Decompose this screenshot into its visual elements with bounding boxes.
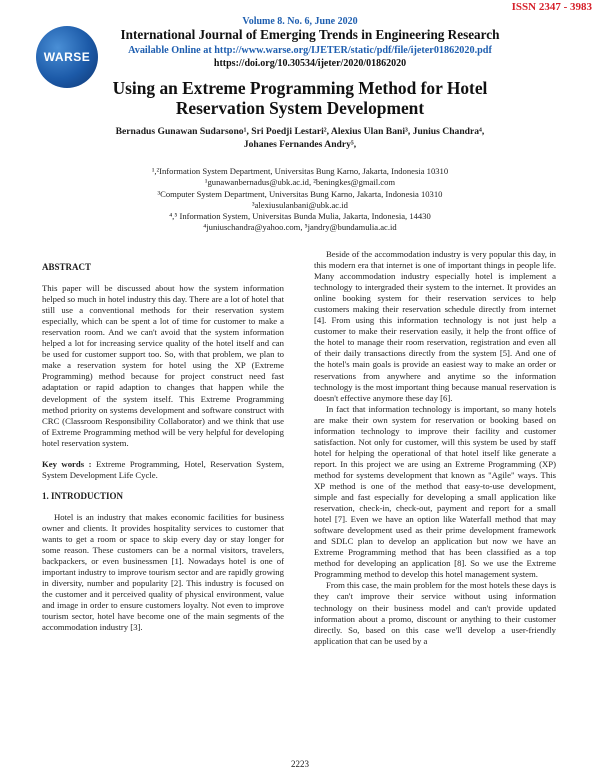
affiliation-line: ⁴,⁵ Information System, Universitas Bunda Mulia, Jakarta, Indonesia, 14430 [169,211,431,222]
affiliation-line: ³Computer System Department, Universitas Bung Karno, Jakarta, Indonesia 10310 [157,188,443,199]
author-list [60,126,540,151]
title-line: Reservation System Development [175,98,425,118]
doi-link[interactable]: https://doi.org/10.30534/ijeter/2020/01862020 [213,58,407,69]
logo-text: WARSE [43,50,91,64]
volume-issue: Volume 8. No. 6, June 2020 [242,16,358,27]
affiliation-email: ⁴juniuschandra@yahoo.com, ⁵jandry@bundamulia.ac.id [203,222,397,233]
keywords [42,459,284,481]
affiliation-email: ³alexiusulanbani@ubk.ac.id [252,199,348,210]
body-paragraph: Beside of the accommodation industry is very popular this day, in this modern era that internet is one of important things in people life. Many accommodation industry especially hotel is implement a technology to intergraded their system to the internet. It provides an online booking system for their reservation services to help customers making their reservation schedule directly from internet [4]. From using this information technology is not just help a customer to make their reservation easily, it help the front office of the hotel to manage their room reservation, registration and even all of their daily transactions directly from the system [5]. And one of the hotel's main goals is provide an easiest way to make an order or reservations from anywhere and anytime so the information technology is the most important thing because manual reservation is doesn't effective anymore these day [6]. [314,249,556,403]
issn-label: ISSN 2347 - 3983 [511,1,592,13]
keywords-label: Key words : [42,458,92,469]
abstract-text: This paper will be discussed about how the system information helped so much in hotel industry this day. There are a lot of hotel that still use a conventional methods for their reservation system especially, which can be spent a lot of time for customer to make a reservation room. And we can't avoid that the system information helped a lot for increasing service quality of the hotel itself and can be used for customer support too. So, with that problem, we plan to make a reservation system for hotel using the XP (Extreme Programming) method because for project construct need fast adaptation or rapid adaption to changes that happen while the development of the system itself. This Extreme Programming method priority on systems development and software construct with CRC (Classroom Responsibility Collaborator) and we think that use of Extreme Programming method will be very helpful for developing hotel reservation system. [42,283,284,448]
affiliation-email: ¹gunawanbernadus@ubk.ac.id, ²beningkes@gmail.com [204,177,396,188]
left-column [42,262,284,633]
right-column [314,249,556,647]
abstract-heading: ABSTRACT [42,262,92,272]
keywords-text: Extreme Programming, Hotel, Reservation System, System Development Life Cycle. [42,458,284,480]
affiliations [60,166,540,234]
body-paragraph: In fact that information technology is important, so many hotels are make their own system for reservation or booking based on information technology to improve their facility and customer satisfaction. Not only for customer, will this system be used by staff hotel for helping the operational of that hotel itself like generate a report. In this project we are using an Extreme Programming (XP) method for systems development that known as "Agile" ways. This XP method is one of the method that easy-to-use development, simple and fast especially for developing a small application like reservation, check-in, check-out, payment and report for a small hotel [7]. Even we have an option like Waterfall method that may software development used as their prime development framework and SDLC plan to develop an application but now we have an Extreme Programming method that has been classified as a top method for developing an application [8]. So we use the Extreme Programming method to develop this hotel management system. [314,403,556,580]
paper-title [60,78,540,118]
page-number: 2223 [291,759,309,769]
intro-paragraph: Hotel is an industry that makes economic facilities for business owner and clients. It provides hospitality services to customer that wants to get a room or space to skip every day or stay longer for some reason. These customers can be a normal visitors, travelers, backpackers, or even businessmen [1]. Nowadays hotel is one of important industry to improve tourism sector and are rapidly growing in diversity, number and popularity [2]. This industry is focused on the customer and it perceived quality of physical environment, value and image in order to ensure customers loyalty. Not even to improve tourism sector, hotel have become one of the main segments of the accommodation industry [3]. [42,511,284,633]
journal-name: International Journal of Emerging Trends in Engineering Research [120,27,500,42]
intro-heading: 1. INTRODUCTION [42,490,124,501]
available-online-link[interactable]: Available Online at http://www.warse.org/IJETER/static/pdf/file/ijeter01862020.pdf [128,45,492,56]
body-paragraph: From this case, the main problem for the most hotels these days is they can't improve their service without using information technology on their business model and can't provide updated information about a promo, discount or anything to their customer directly. So, based on this case we'll develop a user-friendly application that can be used by a [314,580,556,646]
affiliation-line: ¹,²Information System Department, Universitas Bung Karno, Jakarta, Indonesia 10310 [151,166,449,176]
title-line: Using an Extreme Programming Method for Hotel [112,78,488,98]
author-line: Bernadus Gunawan Sudarsono¹, Sri Poedji Lestari², Alexius Ulan Bani³, Junius Chandra⁴, [115,126,485,137]
author-line: Johanes Fernandes Andry⁵, [243,138,357,150]
